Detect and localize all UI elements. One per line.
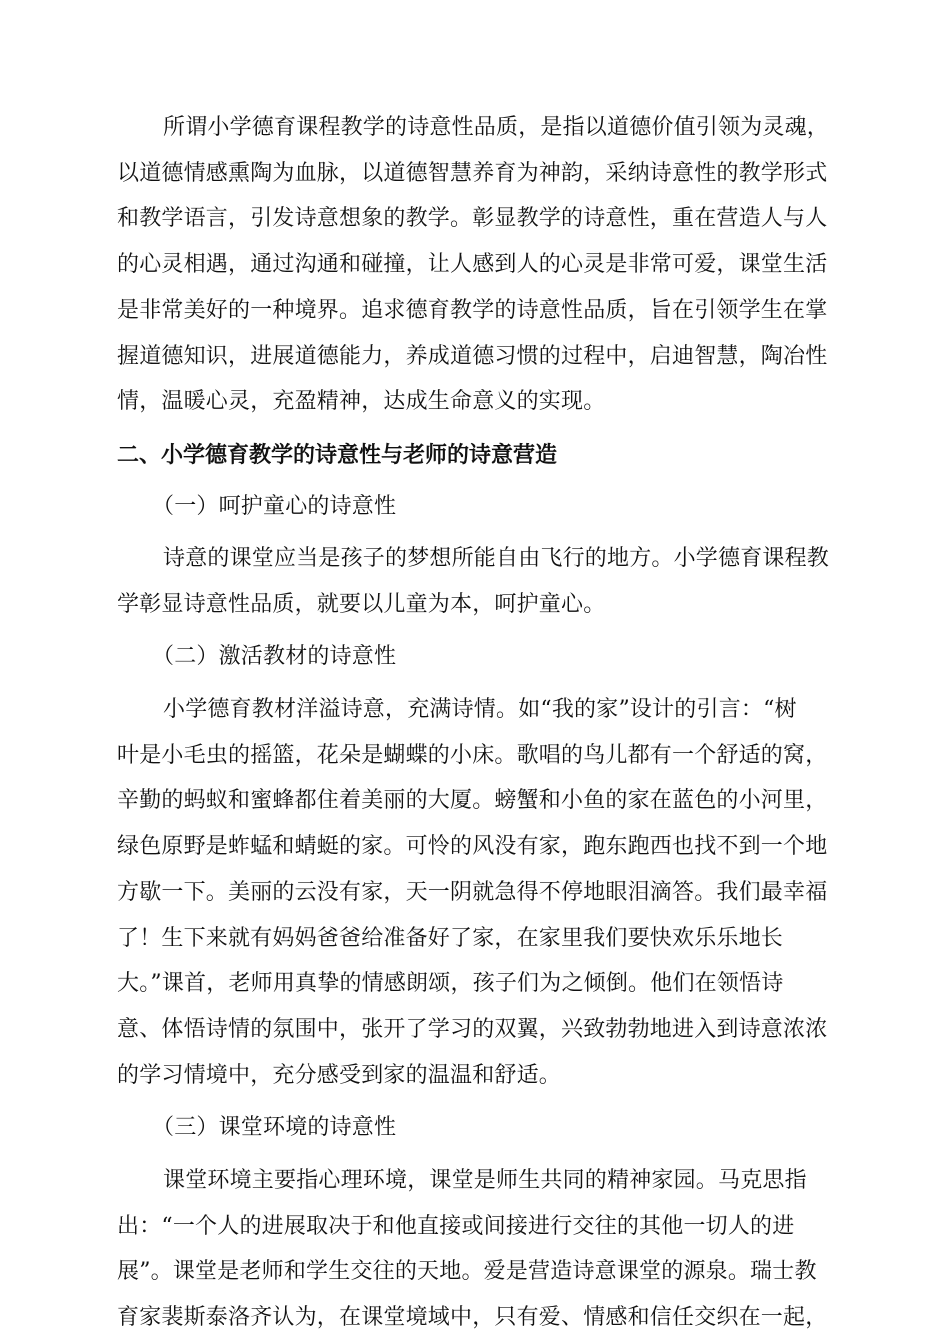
paragraph-1-line: 和教学语言，引发诗意想象的教学。彰显教学的诗意性，重在营造人与人 xyxy=(117,206,828,232)
paragraph-3-line: 叶是小毛虫的摇篮，花朵是蝴蝶的小床。歌唱的鸟儿都有一个舒适的窝， xyxy=(117,742,828,768)
paragraph-1-line: 情，温暖心灵，充盈精神，达成生命意义的实现。 xyxy=(117,389,606,415)
paragraph-1-line: 握道德知识，进展道德能力，养成道德习惯的过程中，启迪智慧，陶冶性 xyxy=(117,343,828,369)
paragraph-4-line: 课堂环境主要指心理环境，课堂是师生共同的精神家园。马克思指 xyxy=(163,1167,807,1193)
paragraph-3-line: 大。”课首，老师用真挚的情感朗颂，孩子们为之倾倒。他们在领悟诗 xyxy=(117,971,784,997)
paragraph-1-line: 以道德情感熏陶为血脉，以道德智慧养育为神韵，采纳诗意性的教学形式 xyxy=(117,160,828,186)
paragraph-4-line: 出：“一个人的进展取决于和他直接或间接进行交往的其他一切人的进 xyxy=(117,1213,795,1239)
subsection-heading-2: （二）激活教材的诗意性 xyxy=(152,644,397,670)
paragraph-1-line: 所谓小学德育课程教学的诗意性品质，是指以道德价值引领为灵魂， xyxy=(163,115,830,140)
paragraph-3-line: 小学德育教材洋溢诗意，充满诗情。如“我的家”设计的引言：“树 xyxy=(163,696,797,722)
paragraph-1-line: 的心灵相遇，通过沟通和碰撞，让人感到人的心灵是非常可爱，课堂生活 xyxy=(117,252,828,278)
paragraph-3-line: 辛勤的蚂蚁和蜜蜂都住着美丽的大厦。螃蟹和小鱼的家在蓝色的小河里， xyxy=(117,788,828,814)
paragraph-3-line: 意、体悟诗情的氛围中，张开了学习的双翼，兴致勃勃地进入到诗意浓浓 xyxy=(117,1016,828,1042)
paragraph-2-line: 诗意的课堂应当是孩子的梦想所能自由飞行的地方。小学德育课程教 xyxy=(163,546,830,572)
paragraph-1-line: 是非常美好的一种境界。追求德育教学的诗意性品质，旨在引领学生在掌 xyxy=(117,297,828,323)
paragraph-3-line: 绿色原野是蚱蜢和蜻蜓的家。可怜的风没有家，跑东跑西也找不到一个地 xyxy=(117,834,828,860)
paragraph-4-line: 展”。课堂是老师和学生交往的天地。爱是营造诗意课堂的源泉。瑞士教 xyxy=(117,1259,817,1285)
section-heading: 二、小学德育教学的诗意性与老师的诗意营造 xyxy=(117,441,558,468)
paragraph-4-line: 育家裴斯泰洛齐认为，在课堂境域中，只有爱、情感和信任交织在一起， xyxy=(117,1305,828,1330)
subsection-heading-1: （一）呵护童心的诗意性 xyxy=(152,493,397,519)
subsection-heading-3: （三）课堂环境的诗意性 xyxy=(152,1115,397,1141)
paragraph-3-line: 的学习情境中，充分感受到家的温温和舒适。 xyxy=(117,1062,562,1088)
paragraph-2-line: 学彰显诗意性品质，就要以儿童为本，呵护童心。 xyxy=(117,591,606,617)
paragraph-3-line: 了！生下来就有妈妈爸爸给准备好了家，在家里我们要快欢乐乐地长 xyxy=(117,925,784,951)
paragraph-3-line: 方歇一下。美丽的云没有家，天一阴就急得不停地眼泪滴答。我们最幸福 xyxy=(117,879,828,905)
